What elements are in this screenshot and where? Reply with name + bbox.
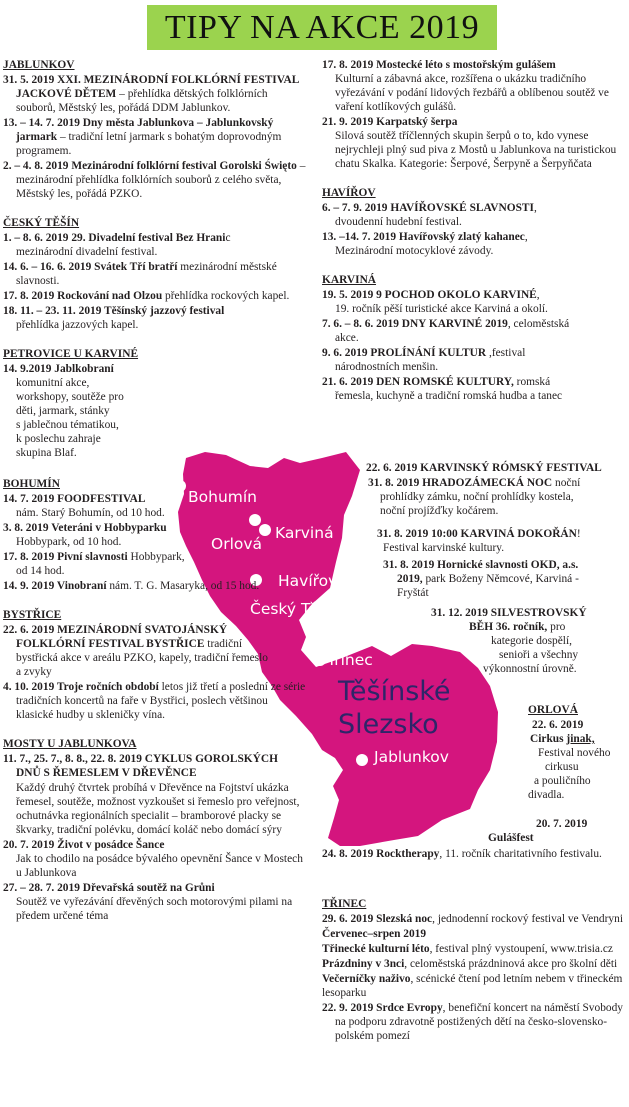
event-item: 19. 5. 2019 9 POCHOD OKOLO KARVINÉ, 19. ročník pěší turistické akce Karviná a okolí. xyxy=(322,289,548,315)
event-item: 31. 8. 2019 HRADOZÁMECKÁ NOC noční prohlídky zámku, noční prohlídky kostela, noční projížďky kočárem. xyxy=(368,477,581,517)
map-dot-jablunkov xyxy=(356,754,368,766)
event-item: 20. 7. 2019 Život v posádce Šance Jak to chodilo na posádce bývalého opevnění Šance v Mostech u Jablunkova xyxy=(3,839,303,879)
orlova-date-2: 20. 7. 2019 xyxy=(536,818,588,830)
section-heading-mosty: MOSTY U JABLUNKOVA xyxy=(3,738,137,750)
event-item: 21. 6. 2019 DEN ROMSKÉ KULTURY, romská řemesla, kuchyně a tradiční romská hudba a tanec xyxy=(322,376,563,402)
event-item: 17. 8. 2019 Pivní slavnosti Hobbypark, od 14 hod. xyxy=(3,551,185,577)
page-title: TIPY NA AKCE 2019 xyxy=(147,5,497,50)
event-item: 14. 7. 2019 FOODFESTIVAL nám. Starý Bohumín, od 10 hod. xyxy=(3,493,165,519)
section-heading-havirov: HAVÍŘOV xyxy=(322,187,376,199)
event-item: Třinecké kulturní léto, festival plný vystoupení, www.trisia.cz xyxy=(322,943,613,955)
orlova-block: ORLOVÁ 22. 6. 2019 Cirkus jinak, Festival nového cirkusu a pouličního divadla. xyxy=(528,703,628,802)
event-item: 13. – 14. 7. 2019 Dny města Jablunkova – Jablunkovský jarmark – tradiční letní jarmark s bohatým doprovodným programem. xyxy=(3,117,282,157)
event-desc: Každý druhý čtvrtek probíhá v Dřevěnce na Fojtství ukázka řemesel, soutěže, možnost vyzkoušet si řemeslo pro veřejnost, ochutnávka regionálních specialit – bramborové placky se škvarky, tradiční polévku, domácí koláč nebo domácí sýry xyxy=(16,782,300,836)
map-dot-cesky-tesin xyxy=(350,612,362,624)
event-item: 7. 6. – 8. 6. 2019 DNY KARVINÉ 2019, celoměstská akce. xyxy=(322,318,570,344)
event-item: 9. 6. 2019 PROLÍNÁNÍ KULTUR ,festival národnostních menšin. xyxy=(322,347,526,373)
event-item: 6. – 7. 9. 2019 HAVÍŘOVSKÉ SLAVNOSTI, dvoudenní hudební festival. xyxy=(322,202,537,228)
event-item: 18. 11. – 23. 11. 2019 Těšínský jazzový festival přehlídka jazzových kapel. xyxy=(3,305,225,331)
event-item: Prázdniny v 3nci, celoměstská prázdninová akce pro školní děti xyxy=(322,958,618,970)
event-item: 29. 6. 2019 Slezská noc, jednodenní rockový festival ve Vendryni xyxy=(322,913,623,925)
map-label-orlova: Orlová xyxy=(211,535,263,553)
section-heading-jablunkov: JABLUNKOV xyxy=(3,59,75,71)
right-column-top xyxy=(322,58,624,404)
map-title-line1: Těšínské xyxy=(338,676,451,707)
event-item: 1. – 8. 6. 2019 29. Divadelní festival Bez Hranic mezinárodní divadelní festival. xyxy=(3,232,231,258)
section-heading-bystrice: BYSTŘICE xyxy=(3,609,62,621)
event-item: 3. 8. 2019 Veteráni v Hobbyparku Hobbypark, od 10 hod. xyxy=(3,522,167,548)
event-item: 17. 8. 2019 Mostecké léto s mostořským gulášem Kulturní a zábavná akce, rozšířena o ukázku tradičního vyřezávání v podání lidových řezbářů a oblíbenou soutěž ve vaření kotlíkových gulášů. xyxy=(322,59,609,113)
event-item: 14. 9. 2019 Vinobraní nám. T. G. Masaryka, od 15 hod. xyxy=(3,580,260,592)
section-heading-karvina: KARVINÁ xyxy=(322,274,377,286)
map-label-cesky-tesin: Český Těšín xyxy=(250,600,340,618)
map-label-karvina: Karviná xyxy=(275,524,334,542)
section-heading-bohumin: BOHUMÍN xyxy=(3,478,60,490)
event-item: 31. 5. 2019 XXI. MEZINÁRODNÍ FOLKLÓRNÍ FESTIVAL JACKOVÉ DĚTEM – přehlídka dětských folklórních souborů, Městský les, pořádá DDM Jablunkov. xyxy=(3,74,299,114)
event-item: Večerníčky naživo, scénické čtení pod letním nebem v třineckém lesoparku xyxy=(322,973,623,999)
event-item: 31. 12. 2019 SILVESTROVSKÝ BĚH 36. ročník, pro kategorie dospělí, senioři a všechny výkonnostní úrovně. xyxy=(431,607,587,675)
event-item: 22. 6. 2019 MEZINÁRODNÍ SVATOJÁNSKÝ FOLKLÓRNÍ FESTIVAL BYSTŘICE tradiční bystřická akce v areálu PZKO, kapely, tradiční řemeslo a zvyky xyxy=(3,624,268,678)
event-item: 11. 7., 25. 7., 8. 8., 22. 8. 2019 CYKLUS GOROLSKÝCH DNŮ S ŘEMESLEM V DŘEVĚNCE xyxy=(3,753,278,779)
section-heading-orlova: ORLOVÁ xyxy=(528,704,578,716)
trinec-block xyxy=(322,897,624,1044)
event-item: 31. 8. 2019 Hornické slavnosti OKD, a.s. 2019, park Boženy Němcové, Karviná - Fryštát xyxy=(383,559,579,599)
event-item: 27. – 28. 7. 2019 Dřevařská soutěž na Grůni Soutěž ve vyřezávání dřevěných soch motorovými pilami na předem určené téma xyxy=(3,882,293,922)
left-column xyxy=(3,58,306,924)
section-heading-trinec: TŘINEC xyxy=(322,898,367,910)
event-item: Červenec–srpen 2019 xyxy=(322,928,427,940)
event-item: 17. 8. 2019 Rockování nad Olzou přehlídka rockových kapel. xyxy=(3,290,290,302)
map-label-havirov: Havířov xyxy=(278,572,338,590)
map-label-jablunkov: Jablunkov xyxy=(374,748,449,766)
orlova-gulasfest: Gulášfest xyxy=(488,832,534,844)
event-item: 31. 8. 2019 10:00 KARVINÁ DOKOŘÁN! Festival karvinské kultury. xyxy=(377,528,581,554)
section-heading-cesky-tesin: ČESKÝ TĚŠÍN xyxy=(3,217,80,229)
event-item: 22. 6. 2019 KARVINSKÝ RÓMSKÝ FESTIVAL xyxy=(366,462,602,474)
section-heading-petrovice: PETROVICE U KARVINÉ xyxy=(3,348,139,360)
event-item: 22. 9. 2019 Srdce Evropy, benefiční koncert na náměstí Svobody na podporu zdravotně postižených dětí na česko-slovensko-polském pomezí xyxy=(322,1002,623,1042)
map-label-bohumin: Bohumín xyxy=(188,488,257,506)
map-label-trinec: Třinec xyxy=(327,651,373,669)
event-item: 2. – 4. 8. 2019 Mezinárodní folklórní festival Gorolski Święto – mezinárodní přehlídka folklórních souborů z celého světa, Městský les, pořádá PZKO. xyxy=(3,160,306,200)
event-item: 13. –14. 7. 2019 Havířovský zlatý kahanec, Mezinárodní motocyklové závody. xyxy=(322,231,528,257)
map-title-line2: Slezsko xyxy=(338,709,439,740)
event-item: 14. 6. – 16. 6. 2019 Svátek Tří bratří mezinárodní městské slavnosti. xyxy=(3,261,277,287)
event-item: 14. 9.2019 Jablkobraní komunitní akce, workshopy, soutěže pro děti, jarmark, stánky s jablečnou tématikou, k poslechu zahraje skupina Blaf. xyxy=(3,363,124,459)
event-item: 21. 9. 2019 Karpatský šerpa Silová soutěž tříčlenných skupin šerpů o to, kdo vynese nejrychleji plný sud piva z Mostů u Jablunkova na turistickou chatu Skalka. Kategorie: Šerpové, Šerpyně a Šerpyňčata xyxy=(322,116,617,170)
event-item: 24. 8. 2019 Rocktherapy, 11. ročník charitativního festivalu. xyxy=(322,848,602,860)
map-dot-trinec xyxy=(314,654,326,666)
event-item: 4. 10. 2019 Troje ročních období letos již třetí a poslední ze série tradičních koncertů na faře v Bystřici, poslech většinou klasické hudby u skleničky vína. xyxy=(3,681,306,721)
